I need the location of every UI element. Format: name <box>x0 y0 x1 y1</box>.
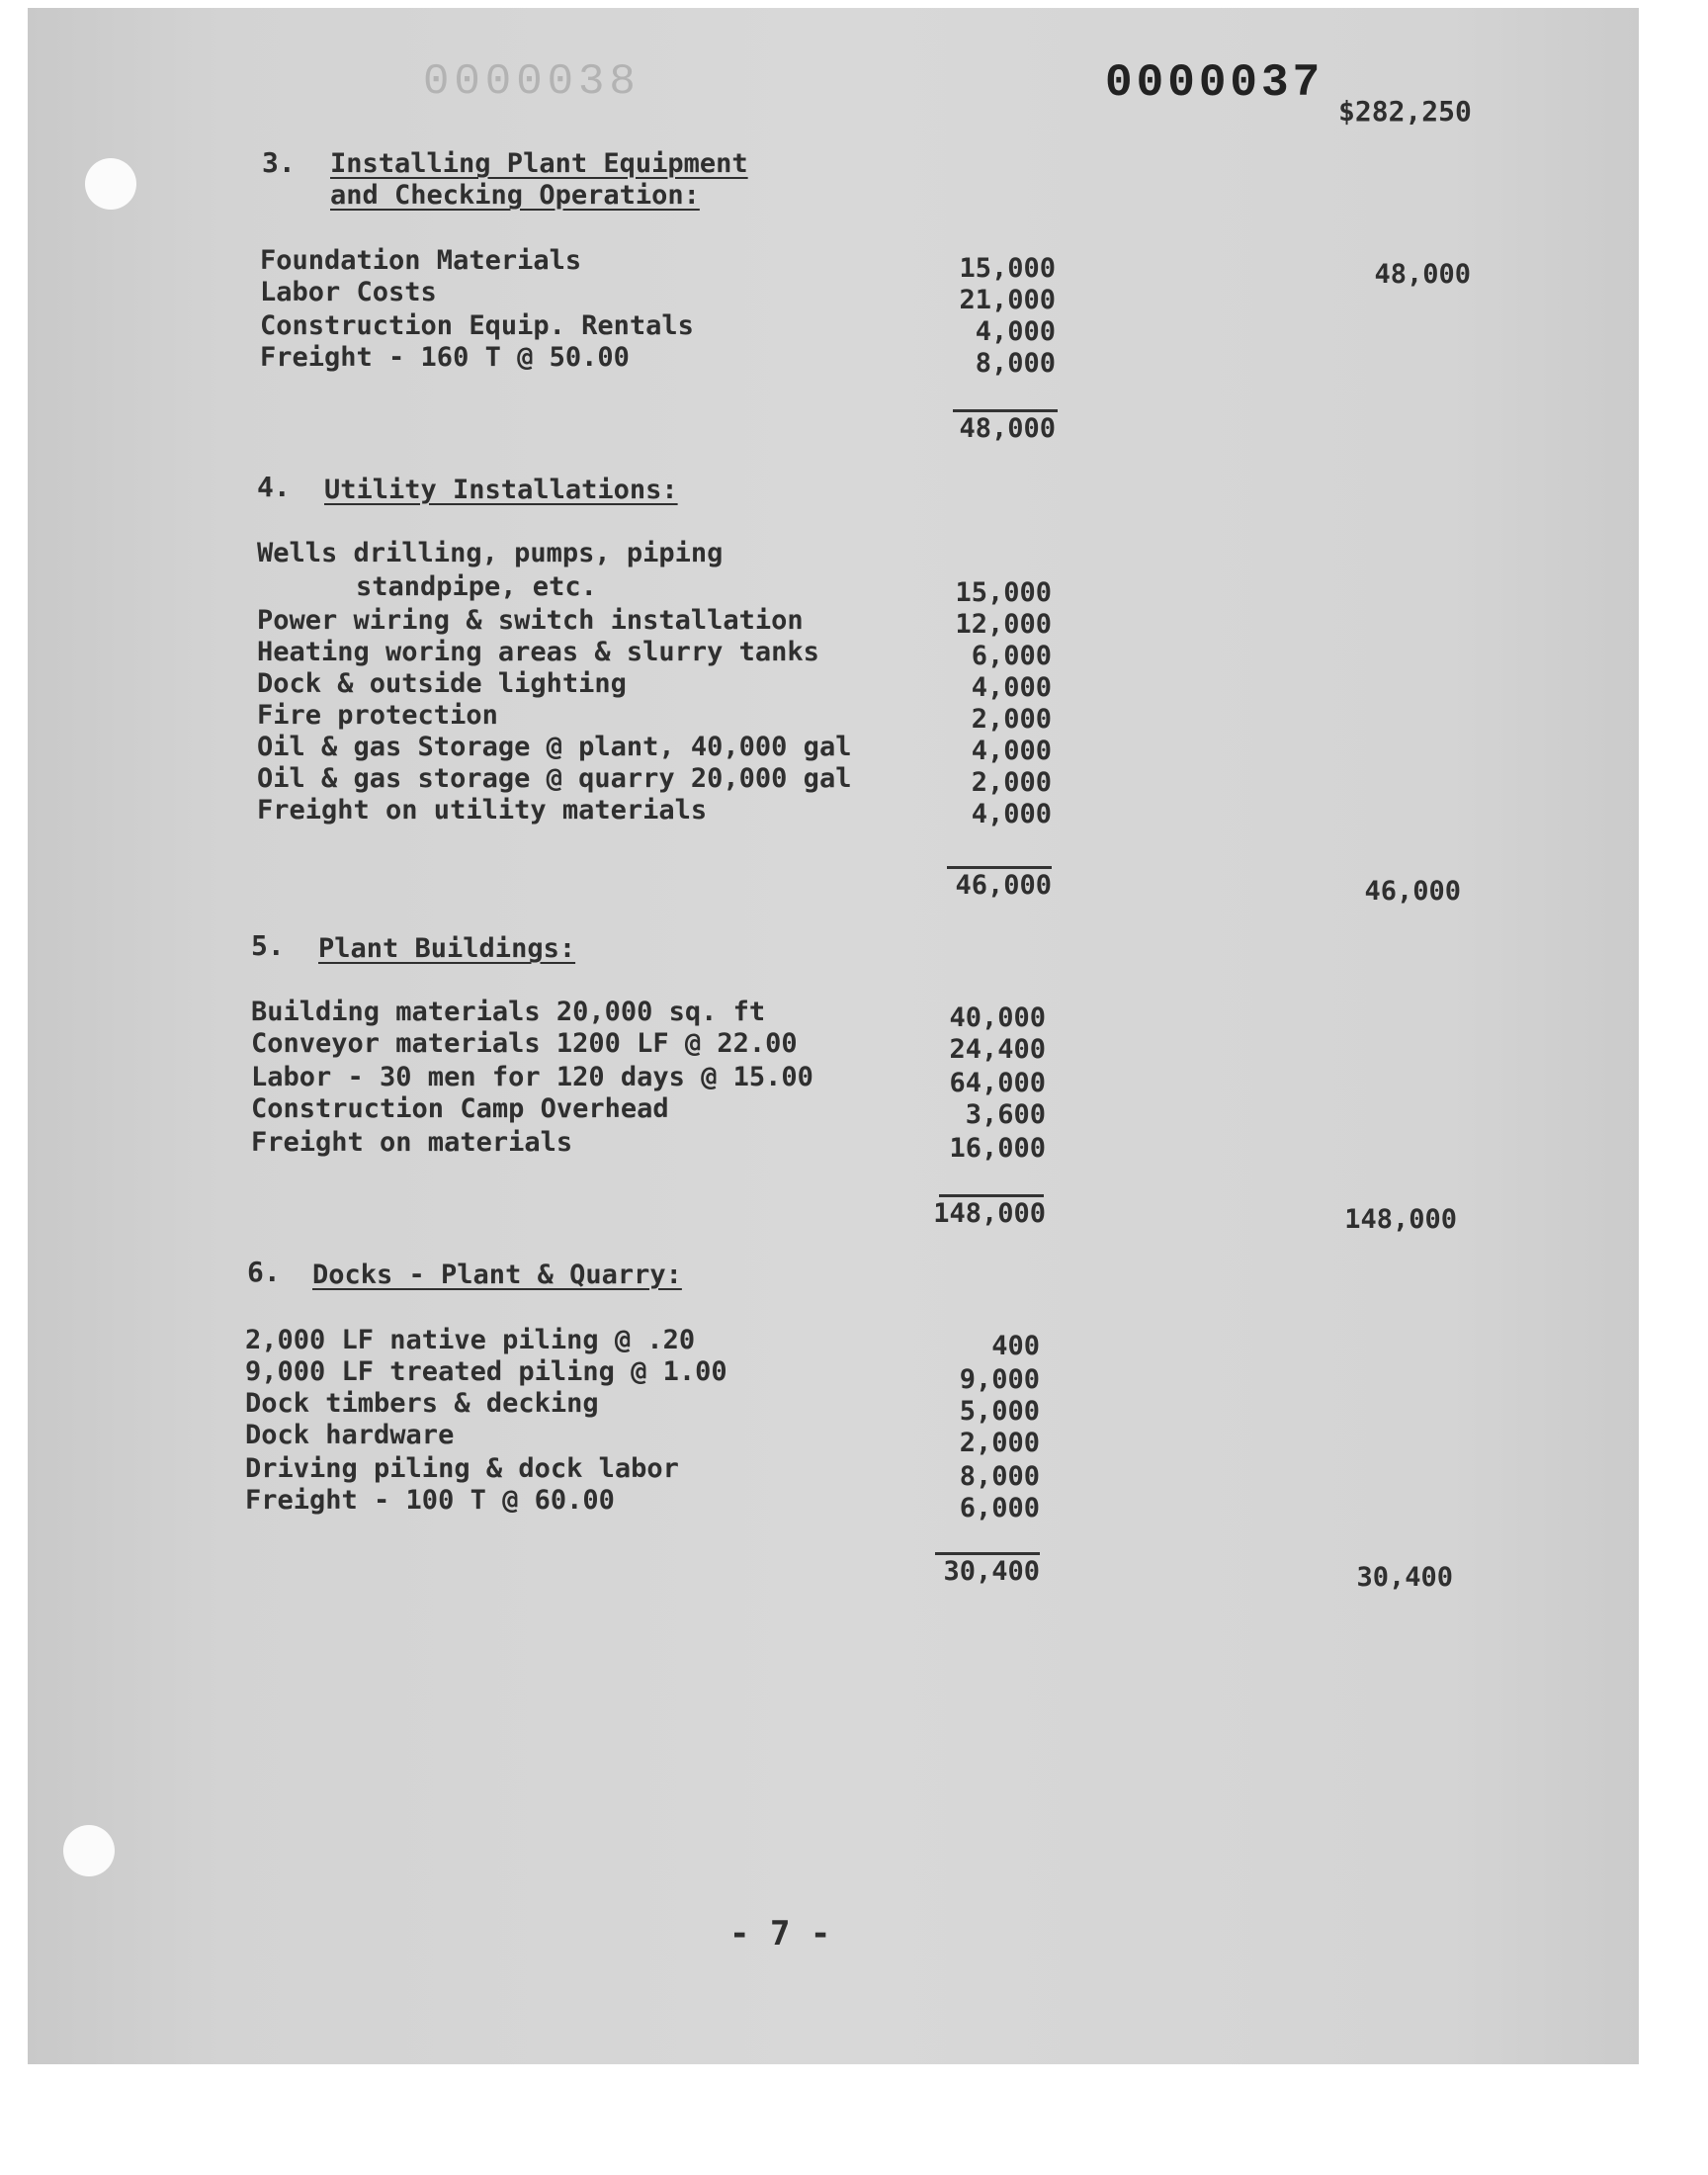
line-item-label: Freight on materials <box>251 1127 573 1158</box>
subtotal-rule <box>939 1194 1044 1197</box>
line-item-amount: 40,000 <box>949 1002 1046 1033</box>
section-subtotal: 48,000 <box>959 413 1056 444</box>
subtotal-rule <box>953 409 1058 412</box>
line-item-label: Power wiring & switch installation <box>257 605 804 636</box>
line-item-amount: 2,000 <box>971 767 1052 798</box>
section-number: 6. <box>247 1256 281 1288</box>
line-item-amount: 5,000 <box>959 1396 1040 1427</box>
page-number: - 7 - <box>729 1914 831 1954</box>
subtotal-rule <box>935 1552 1040 1555</box>
line-item-amount: 400 <box>991 1331 1040 1361</box>
section-title: Plant Buildings: <box>318 933 576 964</box>
line-item-label: Oil & gas storage @ quarry 20,000 gal <box>257 763 852 794</box>
line-item-amount: 15,000 <box>955 577 1052 608</box>
section-title-line2: and Checking Operation: <box>330 180 700 211</box>
line-item-label: Dock timbers & decking <box>245 1388 599 1419</box>
line-item-amount: 24,400 <box>949 1034 1046 1065</box>
line-item-amount: 2,000 <box>971 704 1052 735</box>
section-title: Installing Plant Equipment <box>330 148 748 179</box>
section-number: 3. <box>262 146 296 179</box>
section-subtotal: 30,400 <box>943 1556 1040 1587</box>
line-item-amount: 6,000 <box>971 641 1052 671</box>
line-item-label-continued: standpipe, etc. <box>356 571 597 602</box>
line-item-amount: 9,000 <box>959 1364 1040 1395</box>
punch-hole <box>85 158 136 210</box>
line-item-amount: 64,000 <box>949 1068 1046 1098</box>
section-title: Utility Installations: <box>324 475 678 505</box>
section-total: 48,000 <box>1374 259 1471 290</box>
line-item-amount: 2,000 <box>959 1428 1040 1458</box>
line-item-label: Driving piling & dock labor <box>245 1453 679 1484</box>
line-item-amount: 4,000 <box>971 672 1052 703</box>
section-total: 148,000 <box>1344 1204 1457 1235</box>
line-item-label: Freight - 100 T @ 60.00 <box>245 1485 615 1516</box>
line-item-label: Freight on utility materials <box>257 795 708 826</box>
line-item-label: Labor Costs <box>260 277 437 307</box>
line-item-label: 9,000 LF treated piling @ 1.00 <box>245 1356 727 1387</box>
section-number: 5. <box>251 929 285 962</box>
line-item-amount: 6,000 <box>959 1493 1040 1523</box>
line-item-label: Oil & gas Storage @ plant, 40,000 gal <box>257 732 852 762</box>
punch-hole <box>63 1825 115 1876</box>
line-item-label: 2,000 LF native piling @ .20 <box>245 1325 696 1355</box>
line-item-label: Heating woring areas & slurry tanks <box>257 637 819 667</box>
line-item-amount: 8,000 <box>975 348 1056 379</box>
line-item-label: Construction Camp Overhead <box>251 1093 669 1124</box>
line-item-amount: 21,000 <box>959 285 1056 315</box>
section-subtotal: 148,000 <box>933 1198 1046 1229</box>
faded-document-stamp: 0000038 <box>423 57 640 107</box>
line-item-amount: 3,600 <box>965 1099 1046 1130</box>
line-item-label: Freight - 160 T @ 50.00 <box>260 342 630 373</box>
line-item-label: Construction Equip. Rentals <box>260 310 694 341</box>
line-item-label: Labor - 30 men for 120 days @ 15.00 <box>251 1062 813 1092</box>
section-number: 4. <box>257 471 291 503</box>
section-subtotal: 46,000 <box>955 870 1052 901</box>
carried-forward-total: $282,250 <box>1338 95 1472 128</box>
section-total: 30,400 <box>1356 1562 1453 1593</box>
line-item-amount: 15,000 <box>959 253 1056 284</box>
line-item-label: Building materials 20,000 sq. ft <box>251 997 766 1027</box>
line-item-amount: 4,000 <box>971 736 1052 766</box>
line-item-amount: 4,000 <box>975 316 1056 347</box>
line-item-label: Dock & outside lighting <box>257 668 627 699</box>
line-item-label: Fire protection <box>257 700 498 731</box>
section-title: Docks - Plant & Quarry: <box>312 1260 682 1290</box>
line-item-amount: 4,000 <box>971 799 1052 829</box>
line-item-label: Dock hardware <box>245 1420 455 1450</box>
section-total: 46,000 <box>1364 876 1461 907</box>
line-item-label: Conveyor materials 1200 LF @ 22.00 <box>251 1028 798 1059</box>
subtotal-rule <box>947 866 1052 869</box>
page-stamp-number: 0000037 <box>1105 57 1324 109</box>
line-item-label: Wells drilling, pumps, piping <box>257 538 724 568</box>
line-item-label: Foundation Materials <box>260 245 582 276</box>
line-item-amount: 16,000 <box>949 1133 1046 1164</box>
line-item-amount: 8,000 <box>959 1461 1040 1492</box>
line-item-amount: 12,000 <box>955 609 1052 640</box>
